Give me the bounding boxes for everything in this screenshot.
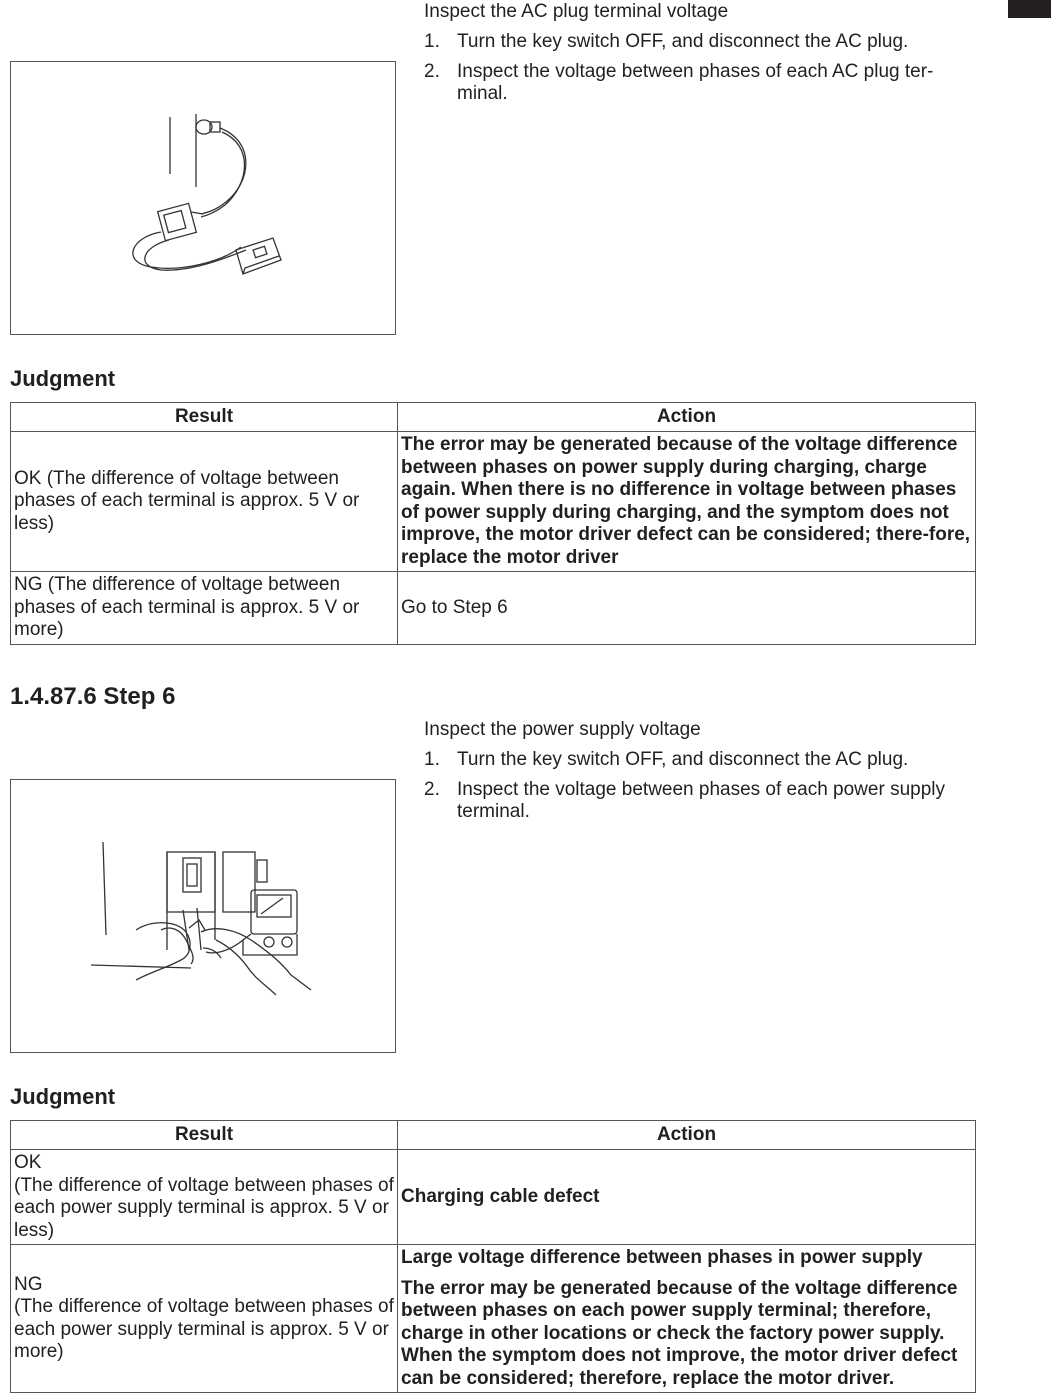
step5-procedure: [424, 1, 984, 113]
ac-plug-illustration: [10, 61, 396, 335]
step6-heading: 1.4.87.6 Step 6: [10, 683, 176, 710]
table-row: [11, 432, 976, 572]
power-supply-drawing: [11, 780, 397, 1054]
step6-procedure-title: Inspect the power supply voltage: [424, 719, 701, 740]
ac-plug-drawing: [11, 62, 397, 336]
result-cell: NG (The difference of voltage between phases of each terminal is approx. 5 V or more): [11, 572, 398, 645]
action-cell: Go to Step 6: [398, 572, 976, 645]
step6-procedure-item: [424, 749, 984, 771]
step5-procedure-item: [424, 61, 984, 105]
action-text: The error may be generated because of the voltage difference between phases on each power supply terminal; therefore, charge in other locations or check the factory power supply. When the symptom does not improve, the motor driver defect can be considered; therefore, replace the motor driver.: [401, 1277, 958, 1389]
result-cell: [11, 1245, 398, 1393]
table-row: [11, 572, 976, 645]
step5-item-number: 1.: [424, 31, 440, 52]
step6-procedure-list: [424, 749, 984, 823]
action-column-header: Action: [398, 1121, 976, 1150]
table-row: [11, 1245, 976, 1393]
table-row: [11, 1150, 976, 1245]
step5-procedure-list: [424, 31, 984, 105]
result-column-header: Result: [11, 1121, 398, 1150]
step5-procedure-title: Inspect the AC plug terminal voltage: [424, 1, 729, 22]
step5-judgment-table: [10, 402, 976, 645]
step6-item-text: Inspect the voltage between phases of each power supply terminal.: [457, 779, 945, 822]
step6-judgment-table: [10, 1120, 976, 1393]
step5-item-text: Turn the key switch OFF, and disconnect the AC plug.: [457, 31, 909, 52]
action-cell: Charging cable defect: [398, 1150, 976, 1245]
step5-item-text: Inspect the voltage between phases of each AC plug ter-minal.: [457, 61, 934, 104]
result-label: OK: [14, 1152, 42, 1173]
result-detail: (The difference of voltage between phases of each power supply terminal is approx. 5 V or less): [14, 1174, 394, 1241]
step6-procedure: [424, 719, 984, 831]
action-cell: The error may be generated because of the voltage difference between phases on power supply during charging, charge again. When there is no difference in voltage between phases of power supply during charging, and the symptom does not improve, the motor driver defect can be considered; there-fore, replace the motor driver: [398, 432, 976, 572]
action-title: Large voltage difference between phases in power supply: [401, 1247, 923, 1268]
step5-judgment-heading: Judgment: [10, 366, 116, 391]
step6-item-number: 2.: [424, 779, 440, 800]
step5-procedure-item: [424, 31, 984, 53]
step6-judgment-heading: Judgment: [10, 1084, 116, 1109]
result-cell: OK (The difference of voltage between phases of each terminal is approx. 5 V or less): [11, 432, 398, 572]
step5-item-number: 2.: [424, 61, 440, 82]
table-header-row: [11, 1121, 976, 1150]
table-header-row: [11, 403, 976, 432]
power-supply-illustration: [10, 779, 396, 1053]
page-corner-tab: [1008, 0, 1051, 18]
result-cell: [11, 1150, 398, 1245]
step6-item-number: 1.: [424, 749, 440, 770]
step6-item-text: Turn the key switch OFF, and disconnect the AC plug.: [457, 749, 909, 770]
result-label: NG: [14, 1273, 43, 1295]
action-column-header: Action: [398, 403, 976, 432]
action-cell: [398, 1245, 976, 1393]
result-detail: (The difference of voltage between phases of each power supply terminal is approx. 5 V or more): [14, 1296, 394, 1362]
result-column-header: Result: [11, 403, 398, 432]
step6-procedure-item: [424, 779, 984, 823]
